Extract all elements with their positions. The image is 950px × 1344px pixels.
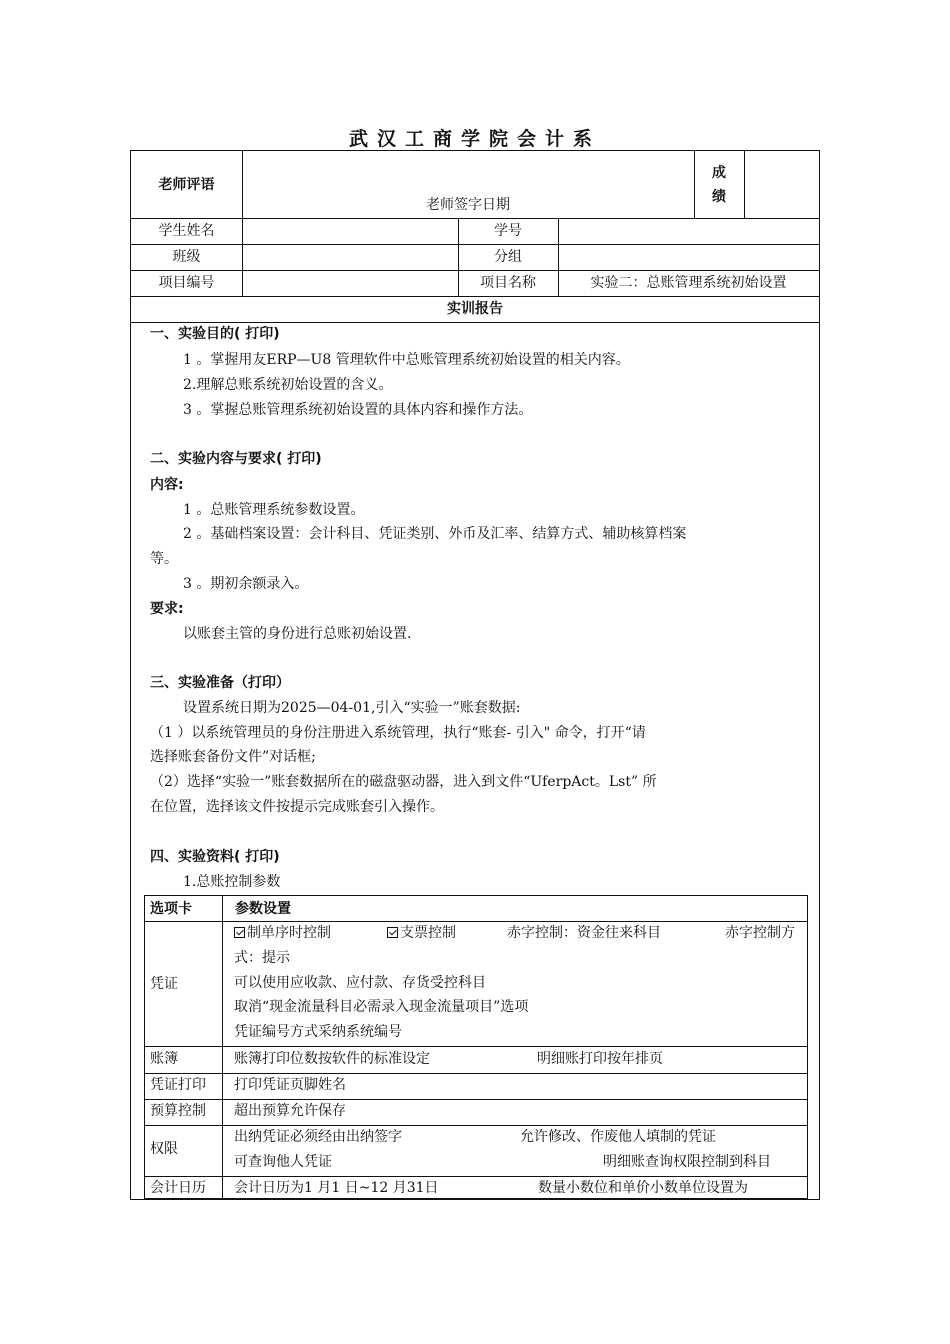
section1-heading: 一、实验目的( 打印) — [150, 326, 280, 342]
section1-item: 3 。掌握总账管理系统初始设置的具体内容和操作方法。 — [183, 402, 533, 418]
project-no-label: 项目编号 — [158, 275, 215, 291]
param-table — [144, 895, 808, 1199]
col-divider — [222, 896, 223, 1198]
teacher-sign-date: 老师签字日期 — [426, 197, 510, 213]
voucher-red-mode: 赤字控制方 — [725, 925, 795, 941]
section2-item: 2 。基础档案设置：会计科目、凭证类别、外币及汇率、结算方式、辅助核算档案 — [183, 526, 687, 542]
section2-heading: 二、实验内容与要求( 打印) — [150, 451, 322, 467]
voucher-label: 凭证 — [150, 976, 178, 992]
project-name-label: 项目名称 — [480, 275, 536, 291]
section3-line: 选择账套备份文件”对话框; — [150, 749, 316, 765]
section3-line: 设置系统日期为2025—04-01,引入“实验一”账套数据: — [183, 700, 521, 716]
class-label: 班级 — [172, 249, 201, 265]
voucher-print-label: 凭证打印 — [150, 1077, 206, 1093]
voucher-option: 制单序时控制 — [234, 923, 331, 943]
permission-setting: 明细账查询权限控制到科目 — [603, 1154, 771, 1170]
voucher-print-setting: 打印凭证页脚姓名 — [234, 1077, 346, 1093]
student-id-label: 学号 — [494, 223, 522, 239]
ledger-setting: 明细账打印按年排页 — [537, 1051, 663, 1067]
row-divider — [145, 1099, 807, 1100]
calendar-label: 会计日历 — [150, 1180, 206, 1196]
row-divider — [145, 1125, 807, 1126]
row-divider — [145, 1073, 807, 1074]
student-name-label: 学生姓名 — [158, 223, 215, 239]
row-divider — [131, 244, 819, 245]
ledger-label: 账簿 — [150, 1051, 178, 1067]
section2-item: 1 。总账管理系统参数设置。 — [183, 502, 365, 518]
row-divider — [131, 322, 819, 323]
section3-heading: 三、实验准备（打印） — [150, 675, 290, 691]
section1-item: 2.理解总账系统初始设置的含义。 — [183, 377, 393, 393]
calendar-setting: 会计日历为1 月1 日~12 月31日 — [234, 1180, 439, 1196]
voucher-line: 凭证编号方式采纳系统编号 — [234, 1024, 402, 1040]
row-divider — [131, 296, 819, 297]
section3-line: （2）选择“实验一”账套数据所在的磁盘驱动器，进入到文件“UferpAct。Lst” 所 — [150, 774, 657, 790]
permission-setting: 允许修改、作废他人填制的凭证 — [520, 1129, 716, 1145]
permission-setting: 出纳凭证必须经由出纳签字 — [234, 1129, 402, 1145]
project-name-value: 实验二：总账管理系统初始设置 — [590, 275, 787, 291]
section1-item: 1 。掌握用友ERP—U8 管理软件中总账管理系统初始设置的相关内容。 — [183, 352, 630, 368]
col-divider — [694, 151, 695, 218]
grade-label: 成 — [712, 165, 726, 181]
voucher-red-mode: 式：提示 — [234, 950, 290, 966]
voucher-line: 取消“现金流量科目必需录入现金流量项目”选项 — [234, 999, 529, 1015]
budget-setting: 超出预算允许保存 — [234, 1103, 346, 1119]
col-header-tab: 选项卡 — [150, 901, 192, 917]
teacher-comment-label: 老师评语 — [158, 177, 215, 193]
section4-sub: 1.总账控制参数 — [183, 874, 281, 890]
row-divider — [145, 1176, 807, 1177]
row-divider — [131, 218, 819, 219]
checkbox-checked-icon — [234, 927, 245, 938]
grade-label: 绩 — [712, 189, 726, 205]
section3-line: 在位置，选择该文件按提示完成账套引入操作。 — [150, 799, 444, 815]
permission-label: 权限 — [150, 1141, 178, 1157]
voucher-red-control: 赤字控制：资金往来科目 — [507, 925, 661, 941]
voucher-line: 可以使用应收款、应付款、存货受控科目 — [234, 975, 486, 991]
section2-item: 等。 — [150, 551, 178, 567]
content-label: 内容: — [150, 477, 184, 493]
permission-setting: 可查询他人凭证 — [234, 1154, 332, 1170]
budget-label: 预算控制 — [150, 1103, 206, 1119]
ledger-setting: 账簿打印位数按软件的标准设定 — [234, 1051, 430, 1067]
group-label: 分组 — [494, 249, 522, 265]
report-form — [130, 150, 820, 1200]
voucher-option: 支票控制 — [387, 923, 456, 943]
section4-heading: 四、实验资料( 打印) — [150, 849, 280, 865]
checkbox-checked-icon — [387, 927, 398, 938]
page-title: 武汉工商学院会计系 — [348, 128, 601, 150]
section3-line: （1 ）以系统管理员的身份注册进入系统管理，执行“账套- 引入" 命令，打开“请 — [150, 725, 646, 741]
report-heading: 实训报告 — [447, 301, 503, 317]
requirement-text: 以账套主管的身份进行总账初始设置. — [183, 626, 412, 642]
section2-item: 3 。期初余额录入。 — [183, 576, 309, 592]
row-divider — [131, 270, 819, 271]
row-divider — [145, 1046, 807, 1047]
col-header-params: 参数设置 — [235, 901, 291, 917]
row-divider — [145, 921, 807, 922]
calendar-setting: 数量小数位和单价小数单位设置为 — [538, 1180, 748, 1196]
col-divider — [744, 151, 745, 218]
col-divider — [242, 151, 243, 296]
requirement-label: 要求: — [150, 601, 184, 617]
